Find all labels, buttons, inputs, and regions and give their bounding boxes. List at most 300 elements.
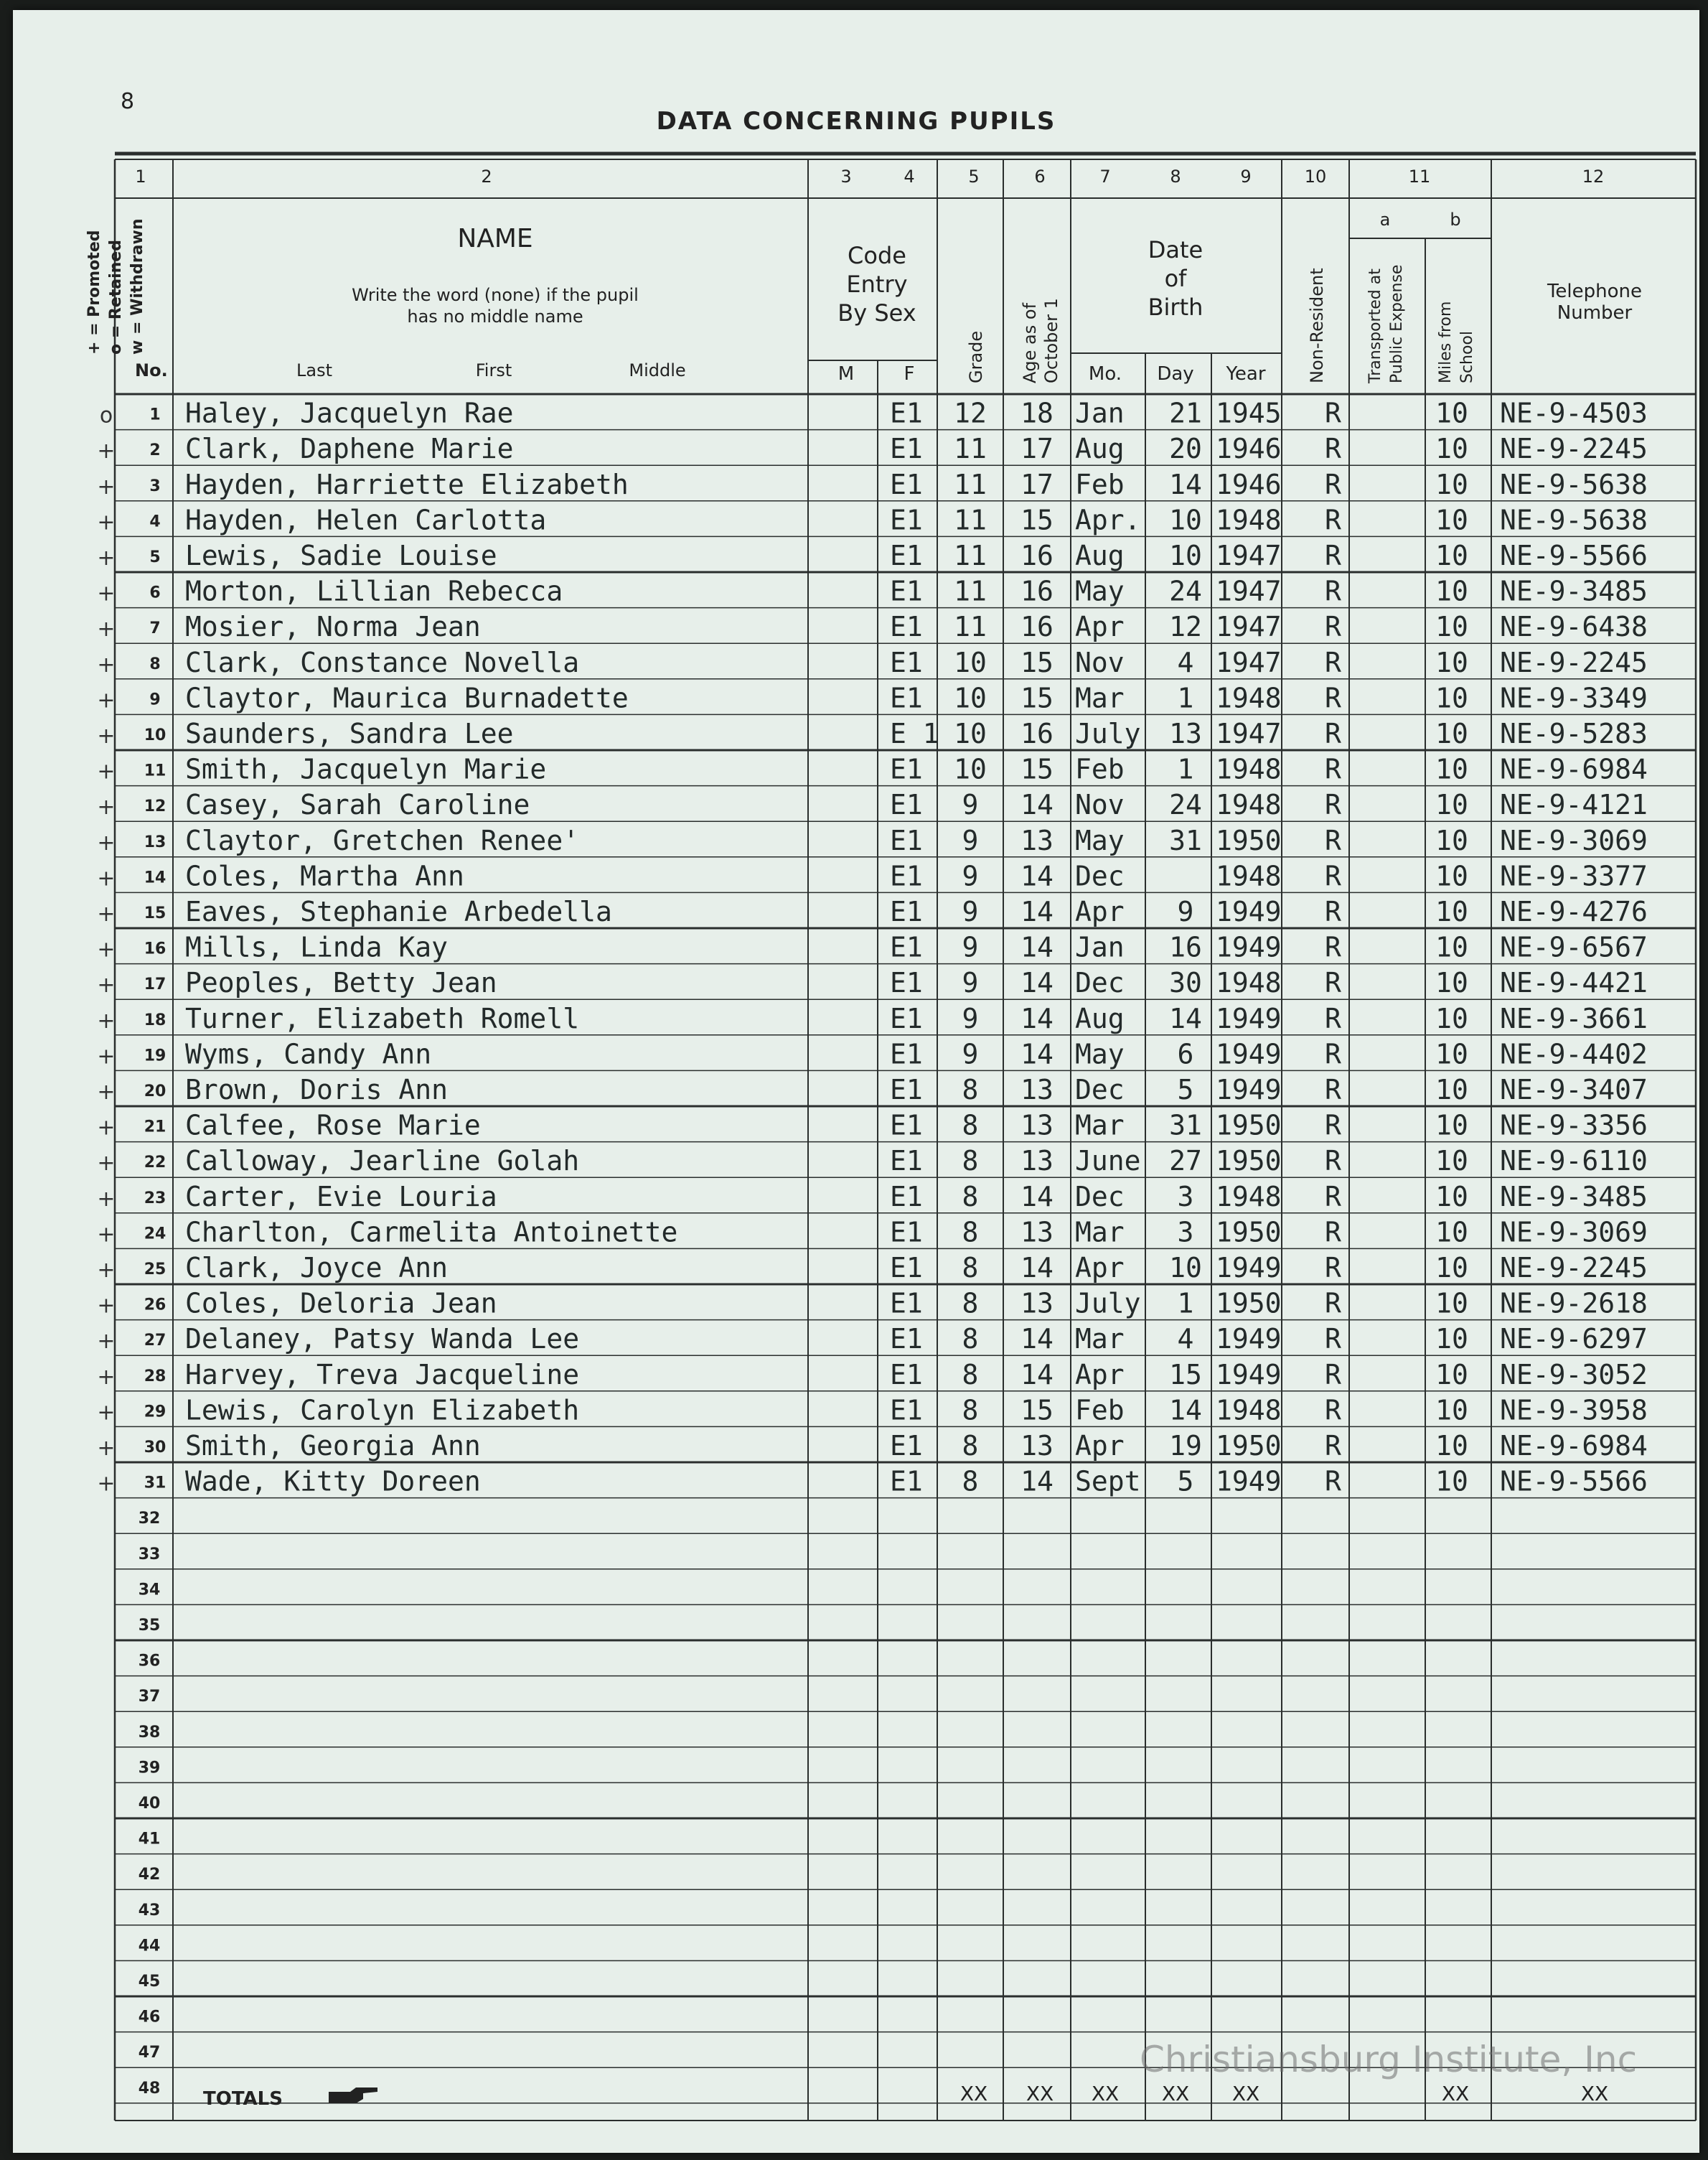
grade: 8 (962, 1394, 979, 1426)
birth-day: 13 (1169, 718, 1202, 749)
grade: 10 (954, 718, 987, 749)
miles: 10 (1435, 931, 1468, 963)
status-mark: + (97, 1436, 116, 1461)
row-number: 33 (138, 1545, 161, 1563)
name-header: NAME (457, 224, 533, 253)
code-entry: E1 (890, 575, 923, 607)
day-header: Day (1157, 363, 1194, 385)
col-number: 12 (1582, 167, 1605, 187)
telephone: NE-9-2245 (1500, 433, 1648, 465)
col-number: 8 (1170, 167, 1181, 187)
telephone: NE-9-6984 (1500, 1430, 1648, 1462)
grade: 9 (962, 931, 979, 963)
status-mark: + (97, 1293, 116, 1319)
sub-a-header: a (1379, 210, 1391, 230)
birth-year: 1947 (1216, 611, 1282, 643)
status-mark: + (97, 830, 116, 856)
grade: 9 (962, 1002, 979, 1034)
miles: 10 (1435, 824, 1468, 856)
birth-month: Jan (1075, 397, 1125, 429)
non-resident: R (1325, 753, 1341, 785)
non-resident: R (1325, 611, 1341, 643)
status-mark: + (97, 688, 116, 714)
status-mark: + (97, 973, 116, 999)
code-entry: E1 (890, 1145, 923, 1177)
age: 14 (1020, 1252, 1054, 1284)
table-header (85, 167, 1642, 385)
telephone: NE-9-3069 (1500, 824, 1648, 856)
row-number: 2 (149, 441, 161, 460)
non-resident: R (1325, 1074, 1341, 1105)
age: 17 (1020, 433, 1054, 465)
telephone: NE-9-6297 (1500, 1323, 1648, 1355)
page-title: DATA CONCERNING PUPILS (656, 107, 1056, 136)
age: 14 (1020, 1358, 1054, 1390)
birth-day: 5 (1177, 1074, 1194, 1105)
non-resident: R (1325, 1180, 1341, 1212)
pupil-name: Brown, Doris Ann (185, 1074, 449, 1105)
code-entry: E1 (890, 646, 923, 678)
pupil-name: Smith, Jacquelyn Marie (185, 753, 547, 785)
birth-month: Feb (1075, 1394, 1125, 1426)
birth-day: 1 (1177, 753, 1194, 785)
birth-month: Nov (1075, 789, 1125, 821)
miles-header: Miles from (1437, 301, 1455, 383)
code-entry: E1 (890, 540, 923, 571)
birth-month: Dec (1075, 860, 1125, 892)
row-number: 10 (144, 726, 166, 744)
totals-cell: XX (1091, 2082, 1120, 2105)
telephone: NE-9-4421 (1500, 967, 1648, 999)
pupil-name: Lewis, Sadie Louise (185, 540, 497, 571)
row-number: 17 (144, 976, 166, 994)
birth-year: 1948 (1216, 1180, 1282, 1212)
last-header: Last (296, 360, 332, 380)
dob-header: of (1164, 265, 1187, 292)
code-entry: E1 (890, 397, 923, 429)
non-resident: R (1325, 824, 1341, 856)
telephone: NE-9-5566 (1500, 1465, 1648, 1497)
row-number: 45 (138, 1973, 161, 1991)
miles: 10 (1435, 540, 1468, 571)
code-entry: E1 (890, 611, 923, 643)
birth-month: Apr. (1075, 504, 1141, 536)
grade: 8 (962, 1430, 979, 1462)
totals-cell: XX (1441, 2082, 1470, 2105)
telephone-header: Number (1557, 302, 1633, 324)
sub-b-header: b (1450, 210, 1461, 230)
dob-header: Birth (1148, 294, 1203, 321)
row-number: 27 (144, 1332, 166, 1350)
birth-month: Mar (1075, 682, 1125, 714)
code-entry: E1 (890, 433, 923, 465)
non-resident: R (1325, 1109, 1341, 1141)
age: 13 (1020, 1145, 1054, 1177)
code-entry: E1 (890, 1074, 923, 1105)
birth-day: 6 (1177, 1038, 1194, 1070)
row-number: 24 (144, 1225, 166, 1243)
non-resident: R (1325, 1394, 1341, 1426)
code-entry: E1 (890, 896, 923, 927)
age: 14 (1020, 789, 1054, 821)
code-entry: E1 (890, 682, 923, 714)
no-header: No. (135, 360, 168, 380)
code-entry: E1 (890, 1358, 923, 1390)
code-entry: E1 (890, 1430, 923, 1462)
status-mark: + (97, 510, 116, 536)
col-number: 2 (481, 167, 492, 187)
non-resident: R (1325, 718, 1341, 749)
birth-year: 1950 (1216, 1216, 1282, 1248)
age-header: Age as of (1020, 302, 1040, 383)
miles: 10 (1435, 1145, 1468, 1177)
non-resident: R (1325, 1323, 1341, 1355)
age: 14 (1020, 896, 1054, 927)
telephone: NE-9-3069 (1500, 1216, 1648, 1248)
birth-year: 1949 (1216, 1074, 1282, 1105)
row-number: 39 (138, 1759, 161, 1777)
miles: 10 (1435, 1323, 1468, 1355)
birth-month: May (1075, 1038, 1125, 1070)
birth-month: Apr (1075, 611, 1125, 643)
totals-label: TOTALS (203, 2088, 283, 2110)
miles: 10 (1435, 504, 1468, 536)
status-mark: + (97, 1400, 116, 1426)
row-number: 37 (138, 1688, 161, 1706)
miles: 10 (1435, 753, 1468, 785)
code-entry: E1 (890, 504, 923, 536)
grade: 8 (962, 1465, 979, 1497)
status-mark: + (97, 759, 116, 785)
birth-month: Aug (1075, 540, 1125, 571)
name-note: has no middle name (407, 307, 583, 327)
row-number: 47 (138, 2044, 161, 2062)
row-number: 19 (144, 1047, 166, 1065)
pupil-name: Morton, Lillian Rebecca (185, 575, 563, 607)
grade: 11 (954, 611, 987, 643)
col-number: 11 (1408, 167, 1431, 187)
pupil-name: Hayden, Helen Carlotta (185, 504, 547, 536)
row-number: 22 (144, 1154, 166, 1172)
code-entry: E1 (890, 789, 923, 821)
row-number: 9 (149, 691, 161, 709)
row-number: 18 (144, 1011, 166, 1029)
totals-row (203, 2082, 1608, 2110)
birth-year: 1948 (1216, 789, 1282, 821)
birth-year: 1948 (1216, 967, 1282, 999)
birth-day: 4 (1177, 646, 1194, 678)
birth-year: 1947 (1216, 646, 1282, 678)
grade: 8 (962, 1074, 979, 1105)
pupil-name: Claytor, Maurica Burnadette (185, 682, 629, 714)
miles: 10 (1435, 611, 1468, 643)
non-resident-header: Non-Resident (1307, 268, 1327, 383)
birth-month: Apr (1075, 896, 1125, 927)
status-mark: + (97, 1115, 116, 1141)
birth-day: 21 (1169, 397, 1202, 429)
totals-cell: XX (1026, 2082, 1054, 2105)
grade: 10 (954, 753, 987, 785)
birth-month: July (1075, 1287, 1141, 1319)
status-mark: + (97, 1222, 116, 1248)
row-number: 6 (149, 584, 161, 602)
birth-day: 24 (1169, 789, 1202, 821)
birth-year: 1949 (1216, 1002, 1282, 1034)
non-resident: R (1325, 1252, 1341, 1284)
totals-cell: XX (959, 2082, 988, 2105)
row-number: 30 (144, 1439, 166, 1457)
age: 15 (1020, 753, 1054, 785)
birth-year: 1949 (1216, 1252, 1282, 1284)
miles: 10 (1435, 1038, 1468, 1070)
page-number: 8 (121, 89, 135, 114)
grade: 9 (962, 789, 979, 821)
status-mark: + (97, 439, 116, 464)
code-entry: E1 (890, 1287, 923, 1319)
telephone: NE-9-5638 (1500, 468, 1648, 500)
pupil-name: Clark, Constance Novella (185, 646, 580, 678)
pupil-name: Turner, Elizabeth Romell (185, 1002, 580, 1034)
miles: 10 (1435, 1252, 1468, 1284)
pupil-name: Carter, Evie Louria (185, 1180, 497, 1212)
birth-year: 1950 (1216, 1109, 1282, 1141)
birth-year: 1949 (1216, 1465, 1282, 1497)
non-resident: R (1325, 789, 1341, 821)
birth-month: Mar (1075, 1109, 1125, 1141)
row-number: 25 (144, 1261, 166, 1278)
status-mark: o (99, 403, 113, 429)
birth-year: 1949 (1216, 1323, 1282, 1355)
row-number: 20 (144, 1083, 166, 1100)
miles: 10 (1435, 433, 1468, 465)
status-mark: + (97, 795, 116, 820)
pupil-name: Claytor, Gretchen Renee' (185, 824, 580, 856)
birth-month: Mar (1075, 1216, 1125, 1248)
birth-day: 12 (1169, 611, 1202, 643)
birth-year: 1950 (1216, 824, 1282, 856)
birth-year: 1949 (1216, 931, 1282, 963)
grade: 10 (954, 682, 987, 714)
birth-day: 4 (1177, 1323, 1194, 1355)
code-entry: E1 (890, 1216, 923, 1248)
age: 13 (1020, 1287, 1054, 1319)
non-resident: R (1325, 896, 1341, 927)
totals-cell: XX (1580, 2082, 1609, 2105)
pupil-name: Peoples, Betty Jean (185, 967, 497, 999)
birth-month: Apr (1075, 1430, 1125, 1462)
row-number: 3 (149, 477, 161, 495)
telephone: NE-9-3377 (1500, 860, 1648, 892)
age: 14 (1020, 860, 1054, 892)
telephone: NE-9-4402 (1500, 1038, 1648, 1070)
non-resident: R (1325, 682, 1341, 714)
birth-month: July (1075, 718, 1141, 749)
grade: 9 (962, 967, 979, 999)
m-header: M (837, 363, 855, 385)
telephone: NE-9-3485 (1500, 575, 1648, 607)
row-number: 15 (144, 904, 166, 922)
pupil-name: Mills, Linda Kay (185, 931, 449, 963)
legend-withdrawn: w = Withdrawn (128, 218, 146, 355)
row-number: 1 (149, 406, 161, 424)
code-entry: E1 (890, 1465, 923, 1497)
miles: 10 (1435, 1074, 1468, 1105)
col-number: 4 (904, 167, 915, 187)
telephone-header: Telephone (1547, 281, 1643, 302)
transported-header: Transported at (1366, 268, 1384, 383)
row-number: 36 (138, 1652, 161, 1670)
year-header: Year (1226, 363, 1266, 385)
birth-day: 1 (1177, 682, 1194, 714)
miles: 10 (1435, 718, 1468, 749)
status-mark: + (97, 1080, 116, 1105)
birth-month: Apr (1075, 1358, 1125, 1390)
non-resident: R (1325, 540, 1341, 571)
grade: 9 (962, 824, 979, 856)
row-number: 38 (138, 1723, 161, 1741)
age: 13 (1020, 824, 1054, 856)
middle-header: Middle (629, 360, 686, 380)
status-mark: + (97, 1186, 116, 1212)
row-number: 34 (138, 1581, 161, 1599)
birth-year: 1949 (1216, 1038, 1282, 1070)
age: 14 (1020, 1465, 1054, 1497)
miles: 10 (1435, 1430, 1468, 1462)
age: 16 (1020, 540, 1054, 571)
name-note: Write the word (none) if the pupil (352, 285, 639, 305)
telephone: NE-9-4276 (1500, 896, 1648, 927)
age: 16 (1020, 718, 1054, 749)
age: 13 (1020, 1109, 1054, 1141)
age: 13 (1020, 1430, 1054, 1462)
code-entry: E1 (890, 1323, 923, 1355)
row-number: 14 (144, 869, 166, 887)
row-number: 48 (138, 2079, 161, 2098)
code-entry: E1 (890, 1038, 923, 1070)
birth-day: 31 (1169, 824, 1202, 856)
code-header: Entry (846, 271, 908, 298)
status-mark: + (97, 474, 116, 500)
birth-day: 14 (1169, 468, 1202, 500)
non-resident: R (1325, 1287, 1341, 1319)
pupil-name: Coles, Deloria Jean (185, 1287, 497, 1319)
birth-year: 1947 (1216, 540, 1282, 571)
birth-year: 1946 (1216, 433, 1282, 465)
age: 15 (1020, 1394, 1054, 1426)
col-number: 9 (1240, 167, 1252, 187)
non-resident: R (1325, 1145, 1341, 1177)
grade: 8 (962, 1358, 979, 1390)
transported-header: Public Expense (1388, 264, 1406, 383)
pupil-name: Mosier, Norma Jean (185, 611, 481, 643)
age-header: October 1 (1041, 298, 1061, 383)
code-entry: E1 (890, 753, 923, 785)
birth-month: Aug (1075, 433, 1125, 465)
row-number: 11 (144, 762, 166, 780)
row-number: 29 (144, 1403, 166, 1421)
birth-year: 1948 (1216, 1394, 1282, 1426)
grade: 8 (962, 1287, 979, 1319)
status-mark: + (97, 581, 116, 607)
status-mark: + (97, 1329, 116, 1355)
age: 15 (1020, 682, 1054, 714)
telephone: NE-9-3052 (1500, 1358, 1648, 1390)
grade: 8 (962, 1145, 979, 1177)
col-number: 3 (840, 167, 852, 187)
col-number: 5 (968, 167, 980, 187)
grade: 11 (954, 468, 987, 500)
telephone: NE-9-6110 (1500, 1145, 1648, 1177)
pupil-name: Hayden, Harriette Elizabeth (185, 468, 629, 500)
birth-day: 3 (1177, 1180, 1194, 1212)
birth-year: 1950 (1216, 1145, 1282, 1177)
pupil-name: Saunders, Sandra Lee (185, 718, 514, 749)
non-resident: R (1325, 1430, 1341, 1462)
status-mark: + (97, 937, 116, 963)
col-number: 10 (1304, 167, 1327, 187)
miles: 10 (1435, 646, 1468, 678)
status-mark: + (97, 1258, 116, 1283)
birth-year: 1949 (1216, 1358, 1282, 1390)
telephone: NE-9-3407 (1500, 1074, 1648, 1105)
col-number: 6 (1034, 167, 1046, 187)
status-mark: + (97, 724, 116, 749)
status-mark: + (97, 617, 116, 642)
age: 16 (1020, 575, 1054, 607)
miles: 10 (1435, 575, 1468, 607)
code-header: Code (848, 242, 906, 269)
non-resident: R (1325, 468, 1341, 500)
pupil-name: Clark, Daphene Marie (185, 433, 514, 465)
age: 13 (1020, 1216, 1054, 1248)
code-entry: E 1 (890, 718, 939, 749)
age: 14 (1020, 931, 1054, 963)
row-number: 46 (138, 2008, 161, 2026)
totals-cell: XX (1231, 2082, 1260, 2105)
non-resident: R (1325, 1002, 1341, 1034)
pupil-name: Casey, Sarah Caroline (185, 789, 530, 821)
watermark: Christiansburg Institute, Inc (1140, 2039, 1638, 2080)
row-number: 26 (144, 1296, 166, 1314)
miles: 10 (1435, 1002, 1468, 1034)
status-mark: + (97, 546, 116, 571)
birth-day: 9 (1177, 896, 1194, 927)
pupil-name: Lewis, Carolyn Elizabeth (185, 1394, 580, 1426)
non-resident: R (1325, 646, 1341, 678)
grade: 11 (954, 504, 987, 536)
miles: 10 (1435, 860, 1468, 892)
miles: 10 (1435, 789, 1468, 821)
grade: 12 (954, 397, 987, 429)
legend-retained: o = Retained (107, 240, 125, 355)
dob-header: Date (1148, 236, 1203, 263)
row-number: 41 (138, 1830, 161, 1848)
age: 14 (1020, 1038, 1054, 1070)
miles: 10 (1435, 896, 1468, 927)
grade: 8 (962, 1252, 979, 1284)
age: 17 (1020, 468, 1054, 500)
telephone: NE-9-2618 (1500, 1287, 1648, 1319)
miles: 10 (1435, 1394, 1468, 1426)
non-resident: R (1325, 1358, 1341, 1390)
pupil-rows (97, 398, 1647, 2098)
miles-header: School (1458, 330, 1476, 383)
telephone: NE-9-3356 (1500, 1109, 1648, 1141)
telephone: NE-9-4503 (1500, 397, 1648, 429)
status-mark: + (97, 902, 116, 927)
age: 14 (1020, 967, 1054, 999)
birth-year: 1947 (1216, 718, 1282, 749)
